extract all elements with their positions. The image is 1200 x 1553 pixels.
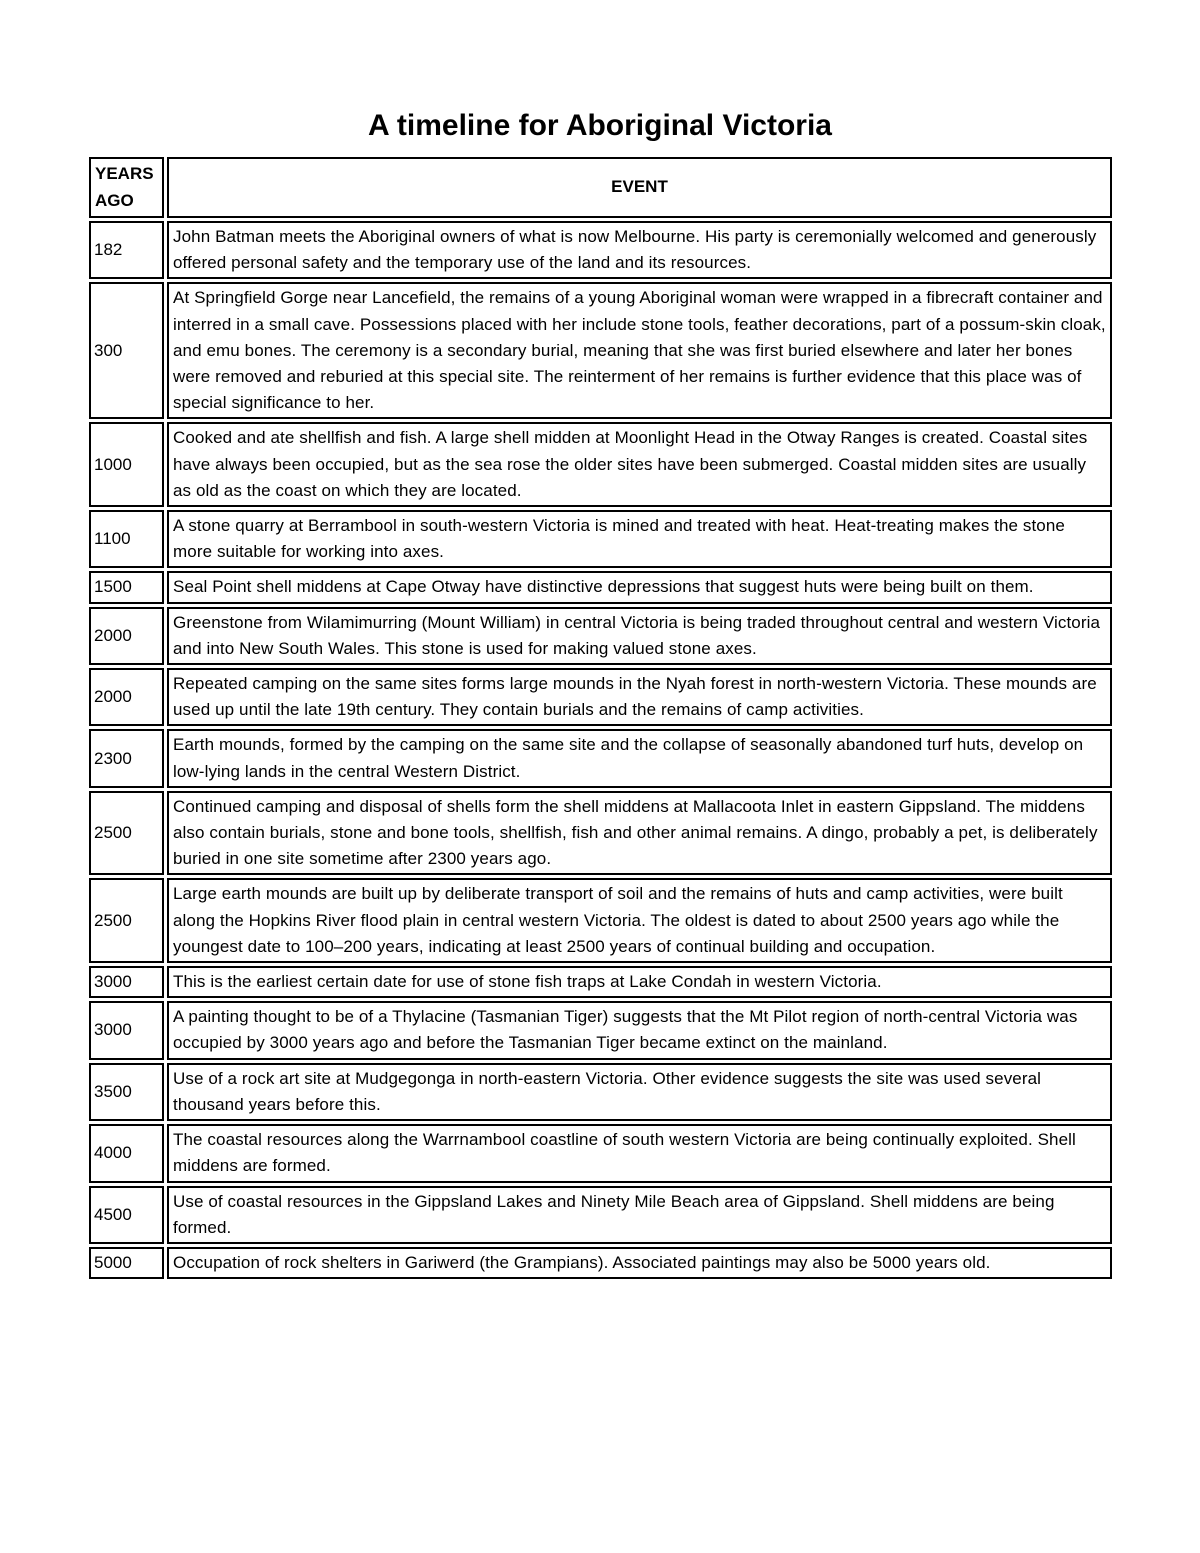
event-cell: This is the earliest certain date for use of stone fish traps at Lake Condah in western Victoria. xyxy=(167,966,1112,998)
table-row xyxy=(89,729,1112,787)
years-ago-cell: 1500 xyxy=(89,571,164,603)
event-cell: Cooked and ate shellfish and fish. A large shell midden at Moonlight Head in the Otway Ranges is created. Coastal sites have always been occupied, but as the sea rose the older sites have been submerged. Coastal midden sites are usually as old as the coast on which they are located. xyxy=(167,422,1112,507)
event-cell: Use of coastal resources in the Gippsland Lakes and Ninety Mile Beach area of Gippsland. Shell middens are being formed. xyxy=(167,1186,1112,1244)
table-row xyxy=(89,1186,1112,1244)
event-cell: A stone quarry at Berrambool in south-western Victoria is mined and treated with heat. Heat-treating makes the stone more suitable for working into axes. xyxy=(167,510,1112,568)
event-cell: The coastal resources along the Warrnambool coastline of south western Victoria are being continually exploited. Shell middens are formed. xyxy=(167,1124,1112,1182)
timeline-table xyxy=(86,154,1115,1282)
event-cell: Earth mounds, formed by the camping on the same site and the collapse of seasonally abandoned turf huts, develop on low-lying lands in the central Western District. xyxy=(167,729,1112,787)
years-ago-cell: 2000 xyxy=(89,607,164,665)
years-ago-cell: 182 xyxy=(89,221,164,279)
years-ago-cell: 5000 xyxy=(89,1247,164,1279)
table-row xyxy=(89,791,1112,876)
table-row xyxy=(89,422,1112,507)
event-cell: Use of a rock art site at Mudgegonga in north-eastern Victoria. Other evidence suggests the site was used several thousand years before this. xyxy=(167,1063,1112,1121)
event-cell: A painting thought to be of a Thylacine (Tasmanian Tiger) suggests that the Mt Pilot region of north-central Victoria was occupied by 3000 years ago and before the Tasmanian Tiger became extinct on the mainland. xyxy=(167,1001,1112,1059)
table-header-row xyxy=(89,157,1112,218)
page-title: A timeline for Aboriginal Victoria xyxy=(368,109,832,143)
table-row xyxy=(89,607,1112,665)
table-row xyxy=(89,966,1112,998)
years-ago-cell: 3500 xyxy=(89,1063,164,1121)
table-row xyxy=(89,1124,1112,1182)
event-cell: At Springfield Gorge near Lancefield, the remains of a young Aboriginal woman were wrapped in a fibrecraft container and interred in a small cave. Possessions placed with her include stone tools, feather decorations, part of a possum-skin cloak, and emu bones. The ceremony is a secondary burial, meaning that she was first buried elsewhere and later her bones were removed and reburied at this special site. The reinterment of her remains is further evidence that this place was of special significance to her. xyxy=(167,282,1112,419)
column-header-years-ago: YEARS AGO xyxy=(89,157,164,218)
column-header-event: EVENT xyxy=(167,157,1112,218)
event-cell: Occupation of rock shelters in Gariwerd (the Grampians). Associated paintings may also be 5000 years old. xyxy=(167,1247,1112,1279)
event-cell: Greenstone from Wilamimurring (Mount William) in central Victoria is being traded throughout central and western Victoria and into New South Wales. This stone is used for making valued stone axes. xyxy=(167,607,1112,665)
event-cell: Large earth mounds are built up by deliberate transport of soil and the remains of huts and camp activities, were built along the Hopkins River flood plain in central western Victoria. The oldest is dated to about 2500 years ago while the youngest date to 100–200 years, indicating at least 2500 years of continual building and occupation. xyxy=(167,878,1112,963)
years-ago-cell: 1100 xyxy=(89,510,164,568)
years-ago-cell: 4000 xyxy=(89,1124,164,1182)
event-cell: Continued camping and disposal of shells form the shell middens at Mallacoota Inlet in eastern Gippsland. The middens also contain burials, stone and bone tools, shellfish, fish and other animal remains. A dingo, probably a pet, is deliberately buried in one site sometime after 2300 years ago. xyxy=(167,791,1112,876)
event-cell: John Batman meets the Aboriginal owners of what is now Melbourne. His party is ceremonially welcomed and generously offered personal safety and the temporary use of the land and its resources. xyxy=(167,221,1112,279)
table-row xyxy=(89,668,1112,726)
table-row xyxy=(89,221,1112,279)
event-cell: Repeated camping on the same sites forms large mounds in the Nyah forest in north-western Victoria. These mounds are used up until the late 19th century. They contain burials and the remains of camp activities. xyxy=(167,668,1112,726)
table-row xyxy=(89,510,1112,568)
table-row xyxy=(89,1063,1112,1121)
years-ago-cell: 3000 xyxy=(89,1001,164,1059)
table-row xyxy=(89,1001,1112,1059)
years-ago-cell: 3000 xyxy=(89,966,164,998)
table-row xyxy=(89,571,1112,603)
years-ago-cell: 2300 xyxy=(89,729,164,787)
event-cell: Seal Point shell middens at Cape Otway have distinctive depressions that suggest huts were being built on them. xyxy=(167,571,1112,603)
years-ago-cell: 2500 xyxy=(89,878,164,963)
years-ago-cell: 300 xyxy=(89,282,164,419)
years-ago-cell: 2500 xyxy=(89,791,164,876)
table-row xyxy=(89,878,1112,963)
years-ago-cell: 2000 xyxy=(89,668,164,726)
years-ago-cell: 1000 xyxy=(89,422,164,507)
years-ago-cell: 4500 xyxy=(89,1186,164,1244)
table-row xyxy=(89,1247,1112,1279)
table-row xyxy=(89,282,1112,419)
